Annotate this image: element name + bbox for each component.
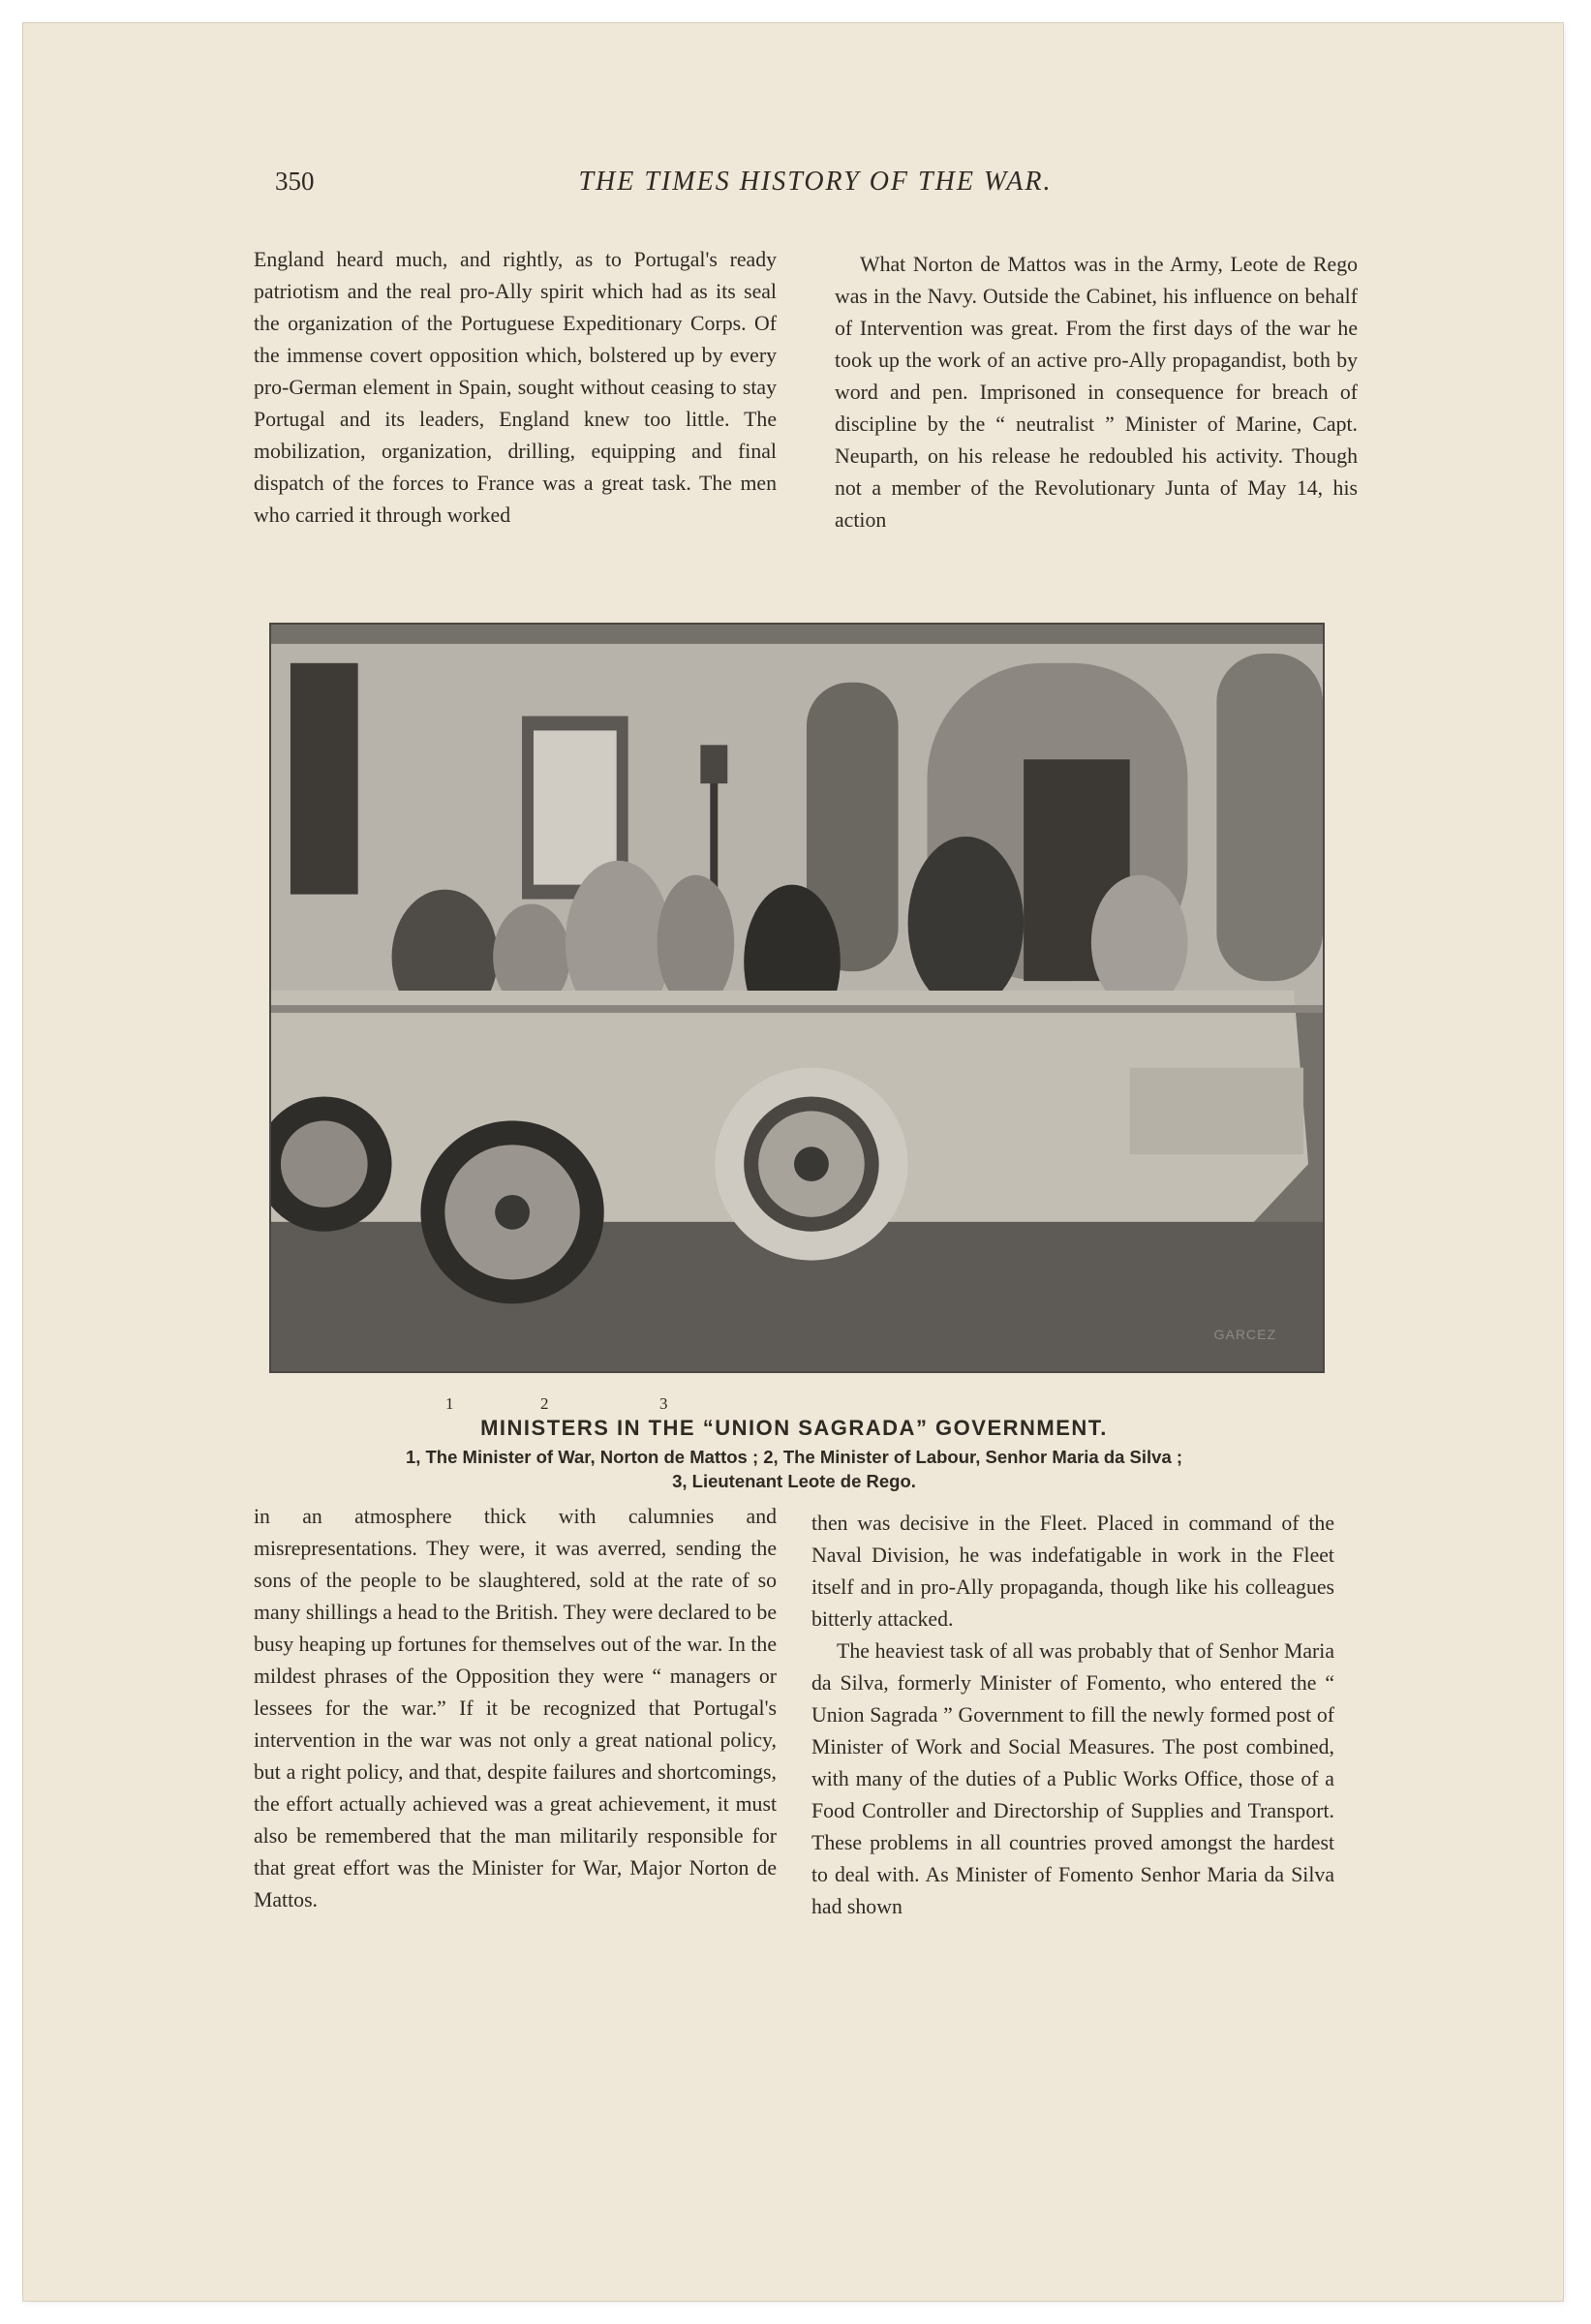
photo-credit: GARCEZ	[1213, 1327, 1276, 1342]
caption-title: MINISTERS IN THE “UNION SAGRADA” GOVERNMENT.	[480, 1416, 1108, 1440]
paragraph: then was decisive in the Fleet. Placed in command of the Naval Division, he was indefatigable in work in the Fleet itself and in pro-Ally propaganda, though like his colleagues bitterly attacked.	[811, 1512, 1334, 1631]
page-number: 350	[275, 167, 315, 196]
caption-line: 1, The Minister of War, Norton de Mattos ; 2, The Minister of Labour, Senhor Maria da Silva ;	[405, 1447, 1183, 1467]
photograph-ministers-in-car	[269, 623, 1325, 1373]
paragraph: What Norton de Mattos was in the Army, Leote de Rego was in the Navy. Outside the Cabinet, his influence on behalf of Intervention was great. From the first days of the war he took up the work of an active pro-Ally propagandist, both by word and pen. Imprisoned in consequence for breach of discipline by the “ neutralist ” Minister of Marine, Capt. Neuparth, on his release he redoubled his activity. Though not a member of the Revolutionary Junta of May 14, his action	[835, 253, 1358, 532]
page-header	[275, 167, 1356, 205]
top-right-column	[835, 249, 1358, 536]
running-title: THE TIMES HISTORY OF THE WAR.	[578, 167, 1053, 197]
caption-number: 2	[540, 1394, 549, 1413]
top-left-column	[254, 244, 777, 532]
paragraph: in an atmosphere thick with calumnies and misrepresentations. They were, it was averred, sending the sons of the people to be slaughtered, sold at the rate of so many shillings a head to the British. They were declared to be busy heaping up fortunes for themselves out of the war. In the mildest phrases of the Opposition they were “ managers or lessees for the war.” If it be recognized that Portugal's intervention in the war was not only a great national policy, but a right policy, and that, despite failures and shortcomings, the effort actually achieved was a great achievement, it must also be remembered that the man militarily responsible for that great effort was the Minister for War, Major Norton de Mattos.	[254, 1505, 777, 1911]
paragraph: England heard much, and rightly, as to Portugal's ready patriotism and the real pro-Ally spirit which had as its seal the organization of the Portuguese Expeditionary Corps. Of the immense covert opposition which, bolstered up by every pro-German element in Spain, sought without ceasing to stay Portugal and its leaders, England knew too little. The mobilization, organization, drilling, equipping and final dispatch of the forces to France was a great task. The men who carried it through worked	[254, 248, 777, 527]
caption-number: 1	[445, 1394, 454, 1413]
caption-description	[252, 1445, 1336, 1493]
caption-numbers	[436, 1394, 688, 1416]
paragraph: The heaviest task of all was probably that of Senhor Maria da Silva, formerly Minister of Fomento, who entered the “ Union Sagrada ” Government to fill the newly formed post of Minister of Work and Social Measures. The post combined, with many of the duties of a Public Works Office, those of a Food Controller and Directorship of Supplies and Transport. These problems in all countries proved amongst the hardest to deal with. As Minister of Fomento Senhor Maria da Silva had shown	[811, 1639, 1334, 1918]
bottom-left-column	[254, 1501, 777, 1916]
caption-number: 3	[659, 1394, 668, 1413]
caption-line: 3, Lieutenant Leote de Rego.	[672, 1471, 916, 1491]
bottom-right-column	[811, 1508, 1334, 1923]
